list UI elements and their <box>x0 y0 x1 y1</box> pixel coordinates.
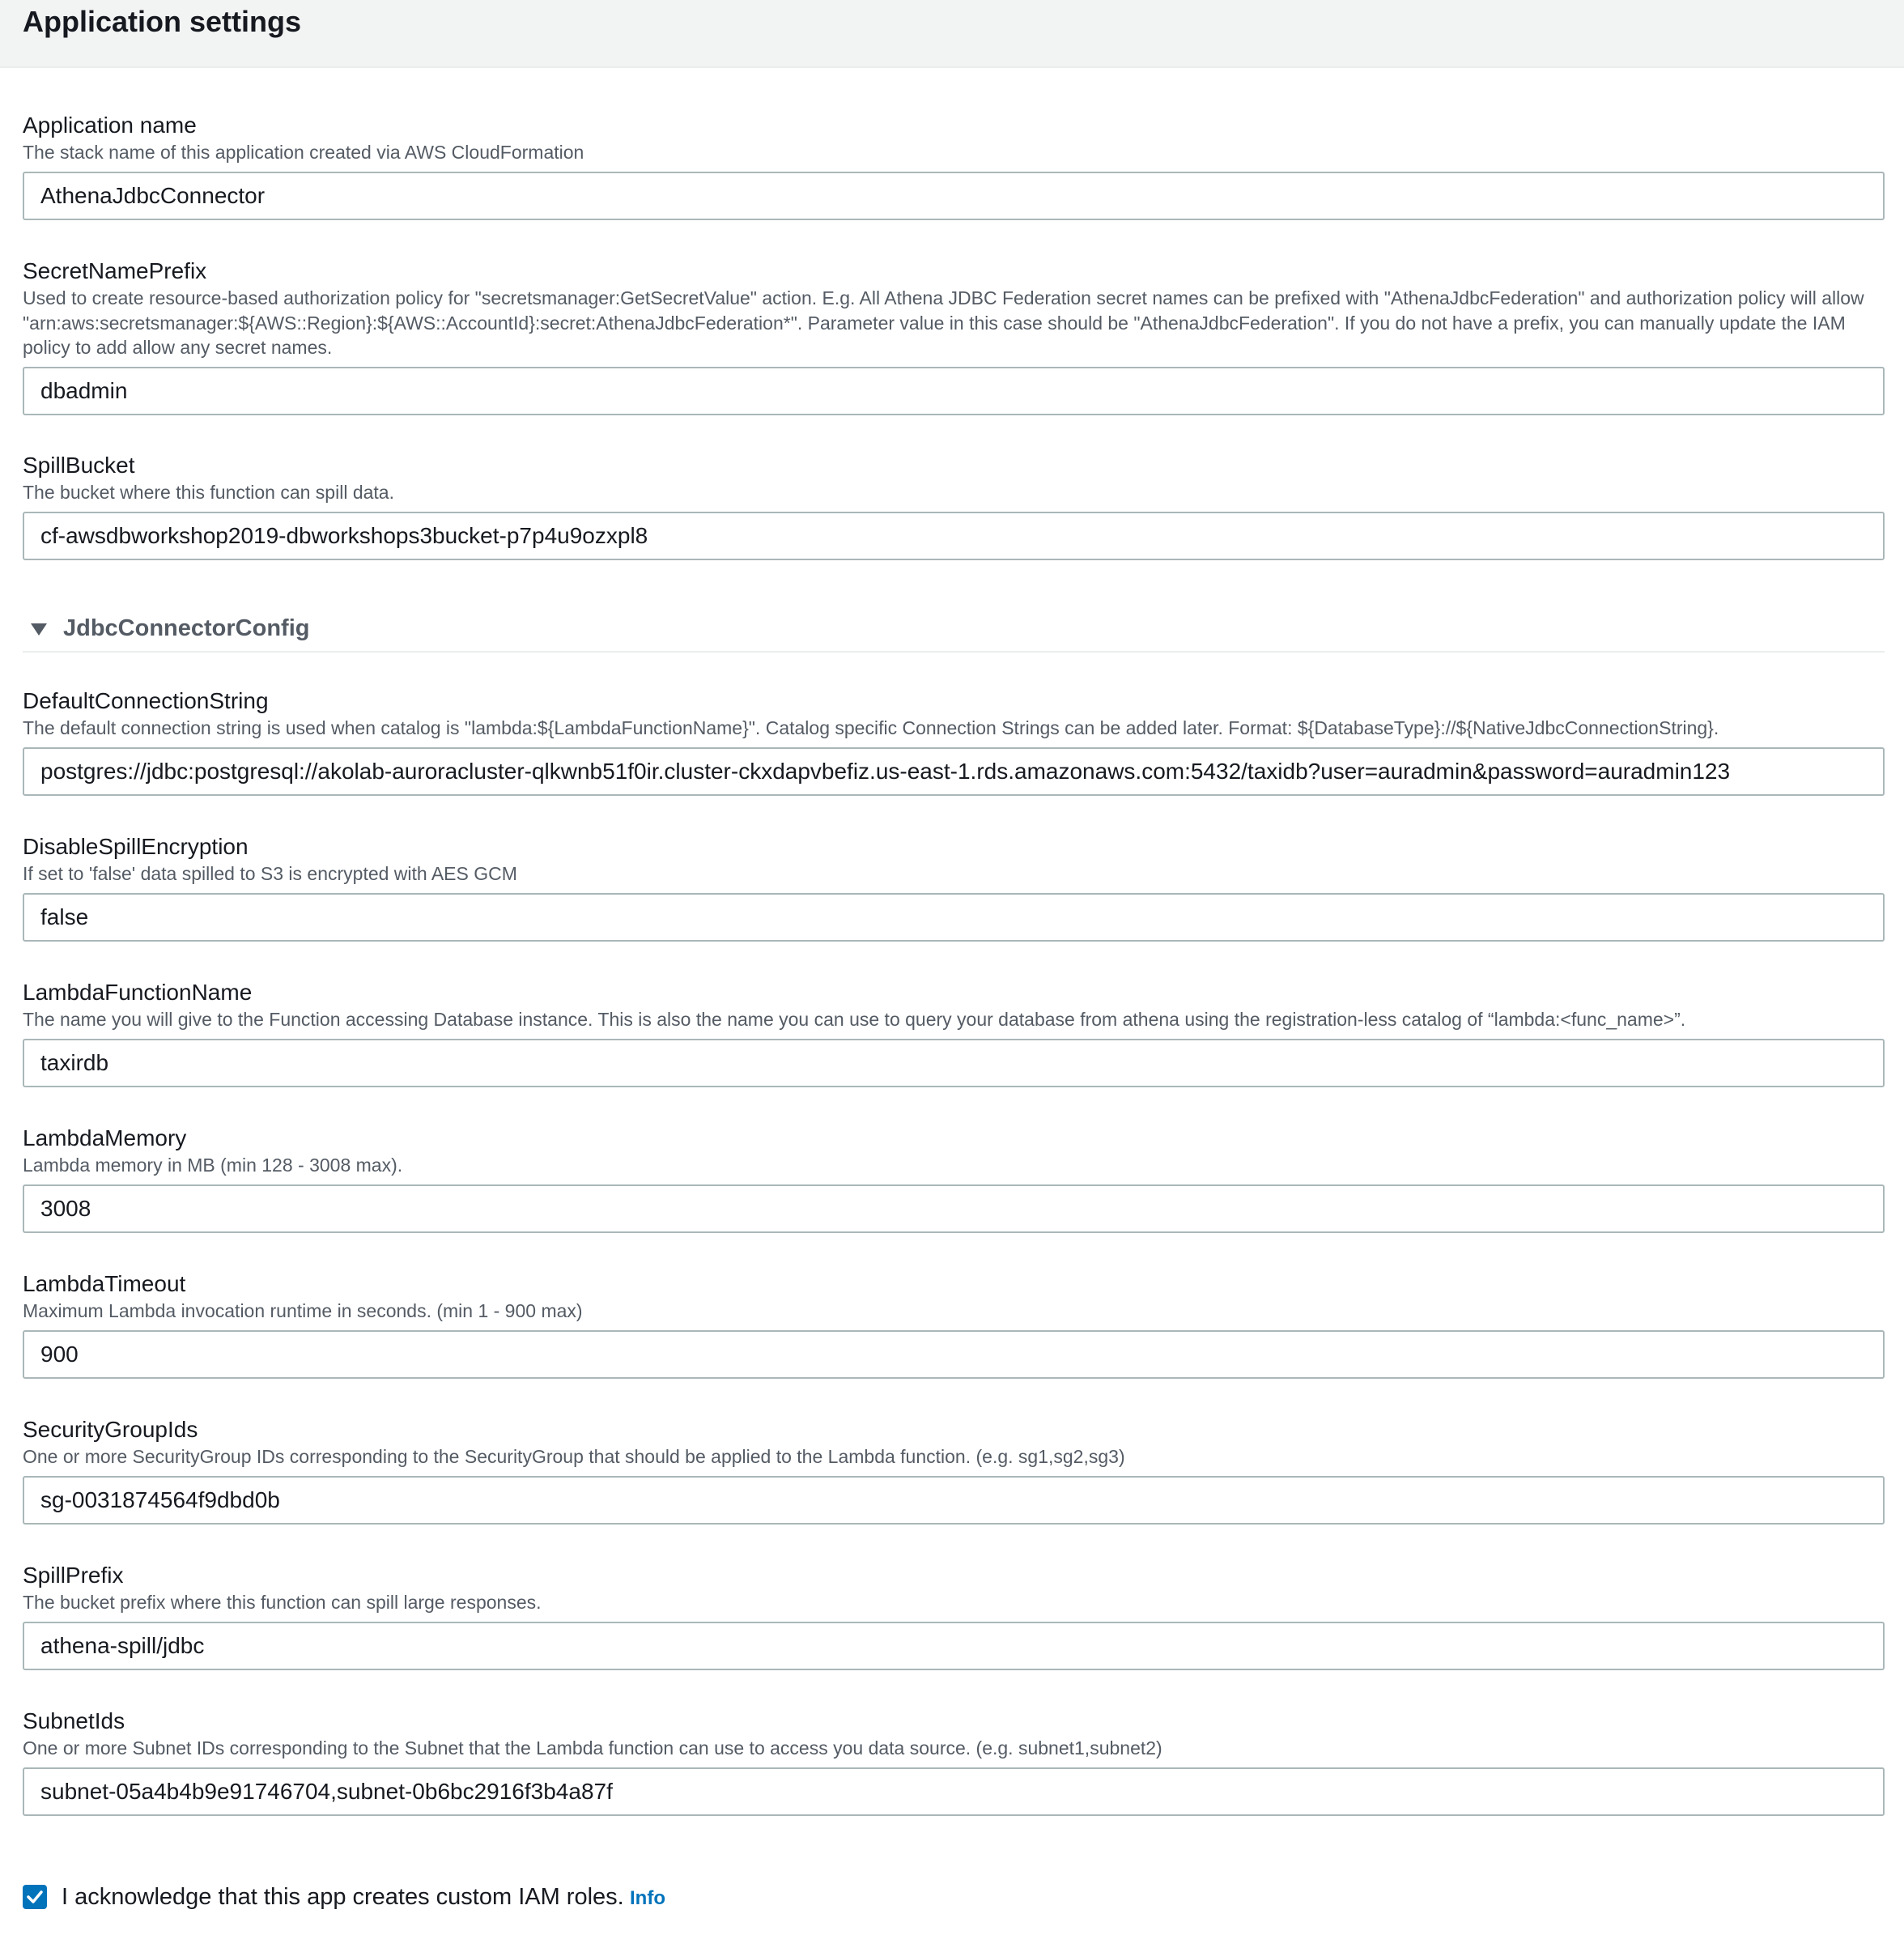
info-link[interactable]: Info <box>630 1887 665 1909</box>
subnet-ids-label: SubnetIds <box>23 1708 125 1733</box>
lambda-timeout-label: LambdaTimeout <box>23 1271 186 1296</box>
iam-acknowledge-row <box>23 1885 994 1917</box>
subnet-ids-description: One or more Subnet IDs corresponding to the Subnet that the Lambda function can use to access you data source. (e.g. subnet1,subnet2) <box>23 1737 1162 1759</box>
lambda-memory-label: LambdaMemory <box>23 1125 187 1150</box>
security-group-ids-input[interactable] <box>23 1476 1885 1525</box>
lambda-memory-input[interactable] <box>23 1184 1885 1233</box>
default-connection-string-field <box>23 687 1885 796</box>
subnet-ids-input[interactable] <box>23 1767 1885 1816</box>
lambda-function-name-label: LambdaFunctionName <box>23 980 253 1005</box>
secret-name-prefix-field <box>23 257 1885 415</box>
lambda-function-name-description: The name you will give to the Function accessing Database instance. This is also the name you can use to query your database from athena using the registration-less catalog of “lambda:<func_name>”. <box>23 1009 1686 1030</box>
page-title: Application settings <box>23 5 302 38</box>
acknowledge-label: I acknowledge that this app creates custom IAM roles. <box>62 1884 624 1910</box>
section-title: JdbcConnectorConfig <box>63 615 310 641</box>
application-name-field <box>23 112 1885 220</box>
spill-bucket-field <box>23 452 1885 560</box>
disable-spill-encryption-field <box>23 833 1885 942</box>
spill-prefix-input[interactable] <box>23 1622 1885 1670</box>
spill-prefix-description: The bucket prefix where this function can spill large responses. <box>23 1592 542 1613</box>
lambda-function-name-input[interactable] <box>23 1039 1885 1087</box>
secret-name-prefix-input[interactable] <box>23 367 1885 415</box>
lambda-timeout-input[interactable] <box>23 1330 1885 1379</box>
lambda-memory-description: Lambda memory in MB (min 128 - 3008 max). <box>23 1155 403 1176</box>
disable-spill-encryption-description: If set to 'false' data spilled to S3 is encrypted with AES GCM <box>23 863 517 884</box>
spill-prefix-field <box>23 1562 1885 1670</box>
caret-down-icon <box>31 623 47 636</box>
lambda-timeout-field <box>23 1270 1885 1379</box>
secret-name-prefix-description: Used to create resource-based authorization policy for "secretsmanager:GetSecretValue" action. E.g. All Athena JDBC Federation secret names can be prefixed with "AthenaJdbcFederation" and authorization policy will allow "arn:aws:secretsmanager:${AWS::Region}:${AWS::AccountId}:secret:AthenaJdbcFederation*". Parameter value in this case should be "AthenaJdbcFederation". If you do not have a prefix, you can manually update the IAM policy to add allow any secret names. <box>23 287 1864 358</box>
default-connection-string-description: The default connection string is used when catalog is "lambda:${LambdaFunctionName}". Catalog specific Connection Strings can be added later. Format: ${DatabaseType}://${NativeJdbcConnectionString}. <box>23 717 1719 738</box>
default-connection-string-label: DefaultConnectionString <box>23 688 269 713</box>
jdbc-connector-config-toggle[interactable] <box>23 610 1885 653</box>
acknowledge-checkbox[interactable] <box>23 1885 47 1909</box>
spill-prefix-label: SpillPrefix <box>23 1563 124 1588</box>
security-group-ids-field <box>23 1416 1885 1525</box>
default-connection-string-input[interactable] <box>23 747 1885 796</box>
spill-bucket-description: The bucket where this function can spill data. <box>23 482 394 503</box>
lambda-memory-field <box>23 1125 1885 1233</box>
security-group-ids-description: One or more SecurityGroup IDs corresponding to the SecurityGroup that should be applied to the Lambda function. (e.g. sg1,sg2,sg3) <box>23 1446 1125 1467</box>
subnet-ids-field <box>23 1707 1885 1816</box>
settings-header <box>0 0 1904 68</box>
spill-bucket-input[interactable] <box>23 512 1885 560</box>
spill-bucket-label: SpillBucket <box>23 453 135 478</box>
lambda-timeout-description: Maximum Lambda invocation runtime in seconds. (min 1 - 900 max) <box>23 1300 583 1321</box>
secret-name-prefix-label: SecretNamePrefix <box>23 258 207 283</box>
application-name-description: The stack name of this application created via AWS CloudFormation <box>23 142 584 163</box>
application-name-label: Application name <box>23 113 197 138</box>
disable-spill-encryption-label: DisableSpillEncryption <box>23 834 249 859</box>
security-group-ids-label: SecurityGroupIds <box>23 1417 198 1442</box>
application-name-input[interactable] <box>23 172 1885 220</box>
lambda-function-name-field <box>23 979 1885 1087</box>
disable-spill-encryption-input[interactable] <box>23 893 1885 942</box>
checkmark-icon <box>26 1888 44 1906</box>
